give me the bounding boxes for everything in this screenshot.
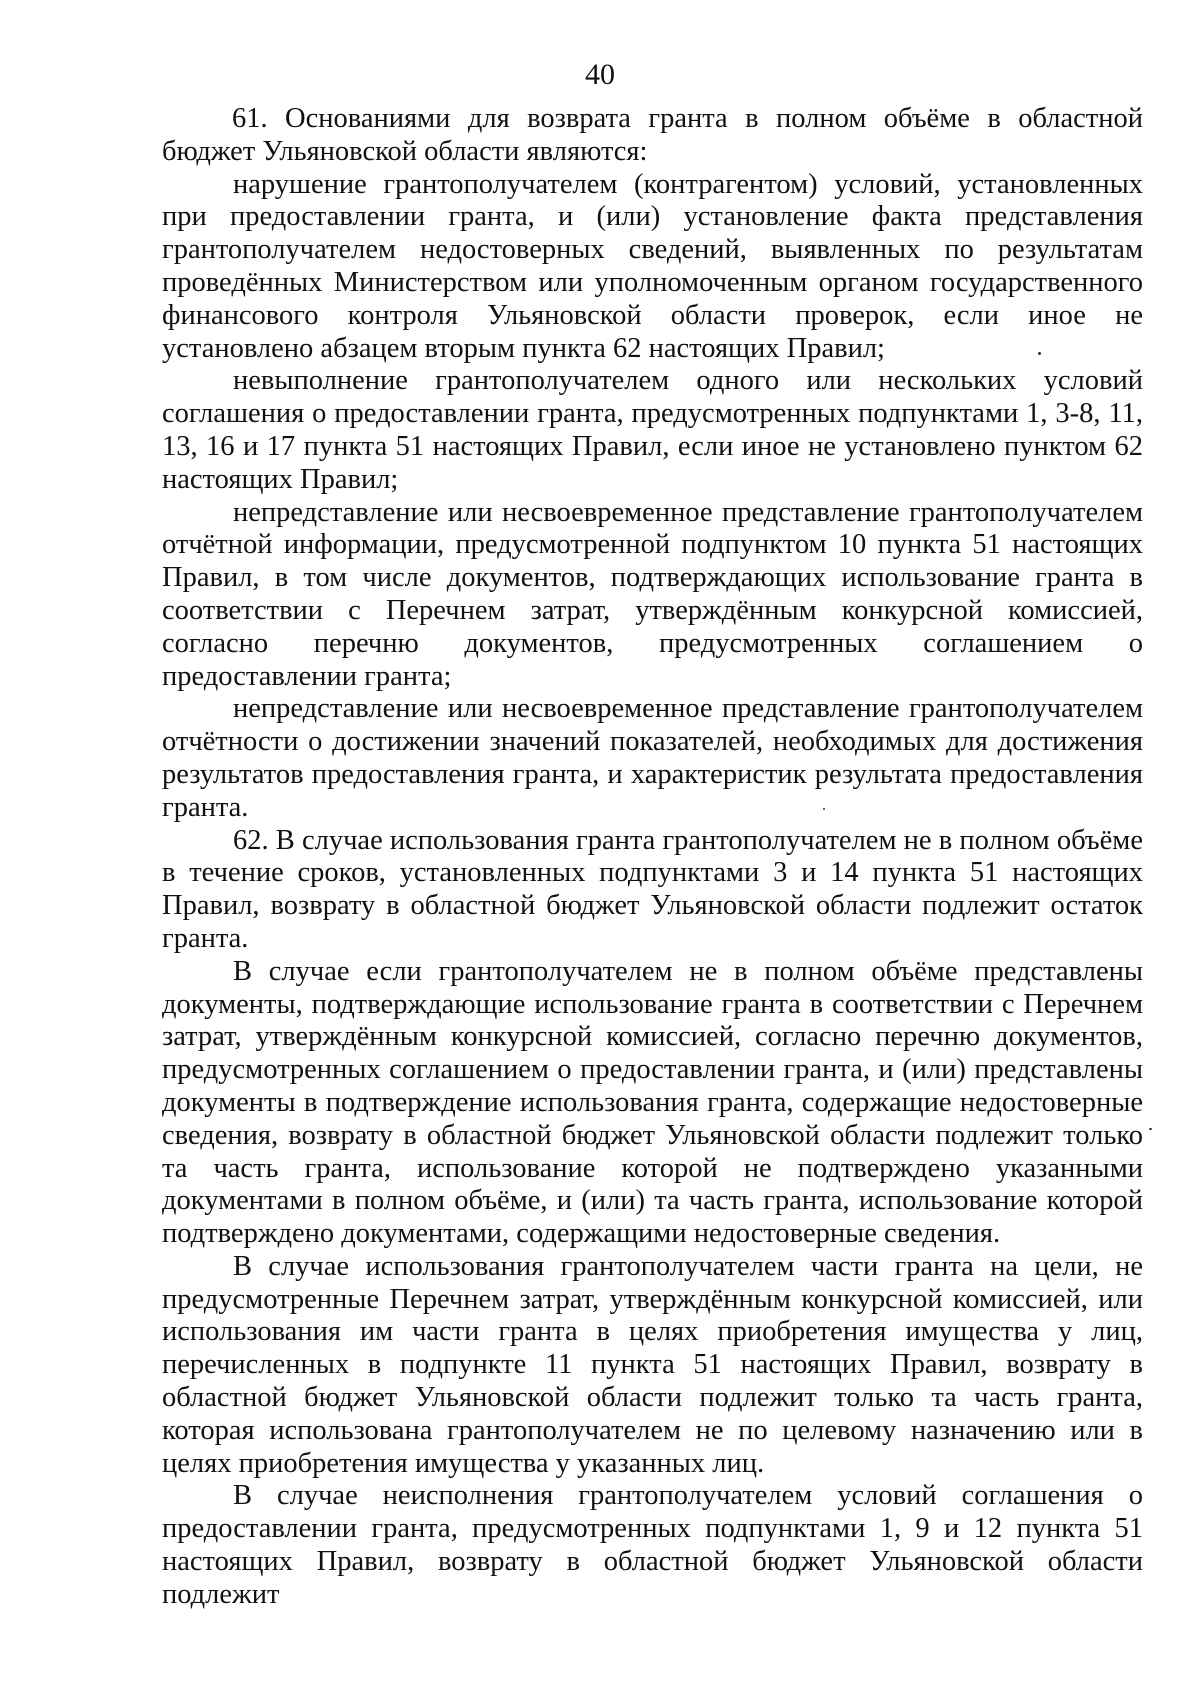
scan-speck [823,808,825,810]
paragraph-62-documents: В случае если грантополучателем не в полном объёме представлены документы, подтверждающие использование гранта в соответствии с Перечнем затрат, утверждённым конкурсной комиссией, согласно перечню документов, предусмотренных соглашением о предоставлении гранта, и (или) представлены документы в подтверждение использования гранта, содержащие недостоверные сведения, возврату в областной бюджет Ульяновской области подлежит только та часть гранта, использование которой не подтверждено указанными документами в полном объёме, и (или) та часть гранта, использование которой подтверждено документами, содержащими недостоверные сведения. [162,955,1143,1250]
scan-speck [1038,352,1041,355]
paragraph-61-violation: нарушение грантополучателем (контрагентом) условий, установленных при предоставлении гранта, и (или) установление факта представления грантополучателем недостоверных сведений, выявленных по результатам проведённых Министерством или уполномоченным органом государственного финансового контроля Ульяновской области проверок, если иное не установлено абзацем вторым пункта 62 настоящих Правил; [162,168,1143,364]
paragraph-62-misuse: В случае использования грантополучателем части гранта на цели, не предусмотренные Перечнем затрат, утверждённым конкурсной комиссией, или использования им части гранта в целях приобретения имущества у лиц, перечисленных в подпункте 11 пункта 51 настоящих Правил, возврату в областной бюджет Ульяновской области подлежит только та часть гранта, которая использована грантополучателем не по целевому назначению или в целях приобретения имущества у указанных лиц. [162,1250,1143,1479]
paragraph-62-intro: 62. В случае использования гранта грантополучателем не в полном объёме в течение сроков, установленных подпунктами 3 и 14 пункта 51 настоящих Правил, возврату в областной бюджет Ульяновской области подлежит остаток гранта. [162,824,1143,954]
document-body [162,103,1143,1612]
page-number: 40 [585,58,615,91]
paragraph-61-nonfulfillment: невыполнение грантополучателем одного или нескольких условий соглашения о предоставлении гранта, предусмотренных подпунктами 1, 3-8, 11, 13, 16 и 17 пункта 51 настоящих Правил, если иное не установлено пунктом 62 настоящих Правил; [162,365,1143,495]
paragraph-61-intro: 61. Основаниями для возврата гранта в полном объёме в областной бюджет Ульяновской области являются: [162,103,1143,167]
paragraph-61-reporting-info: непредставление или несвоевременное представление грантополучателем отчётной информации, предусмотренной подпунктом 10 пункта 51 настоящих Правил, в том числе документов, подтверждающих использование гранта в соответствии с Перечнем затрат, утверждённым конкурсной комиссией, согласно перечню документов, предусмотренных соглашением о предоставлении гранта; [162,496,1143,692]
paragraph-61-reporting-indicators: непредставление или несвоевременное представление грантополучателем отчётности о достижении значений показателей, необходимых для достижения результатов предоставления гранта, и характеристик результата предоставления гранта. [162,693,1143,823]
paragraph-62-nonperformance: В случае неисполнения грантополучателем условий соглашения о предоставлении гранта, предусмотренных подпунктами 1, 9 и 12 пункта 51 настоящих Правил, возврату в областной бюджет Ульяновской области подлежит [162,1480,1143,1610]
scan-speck [1149,1128,1152,1130]
